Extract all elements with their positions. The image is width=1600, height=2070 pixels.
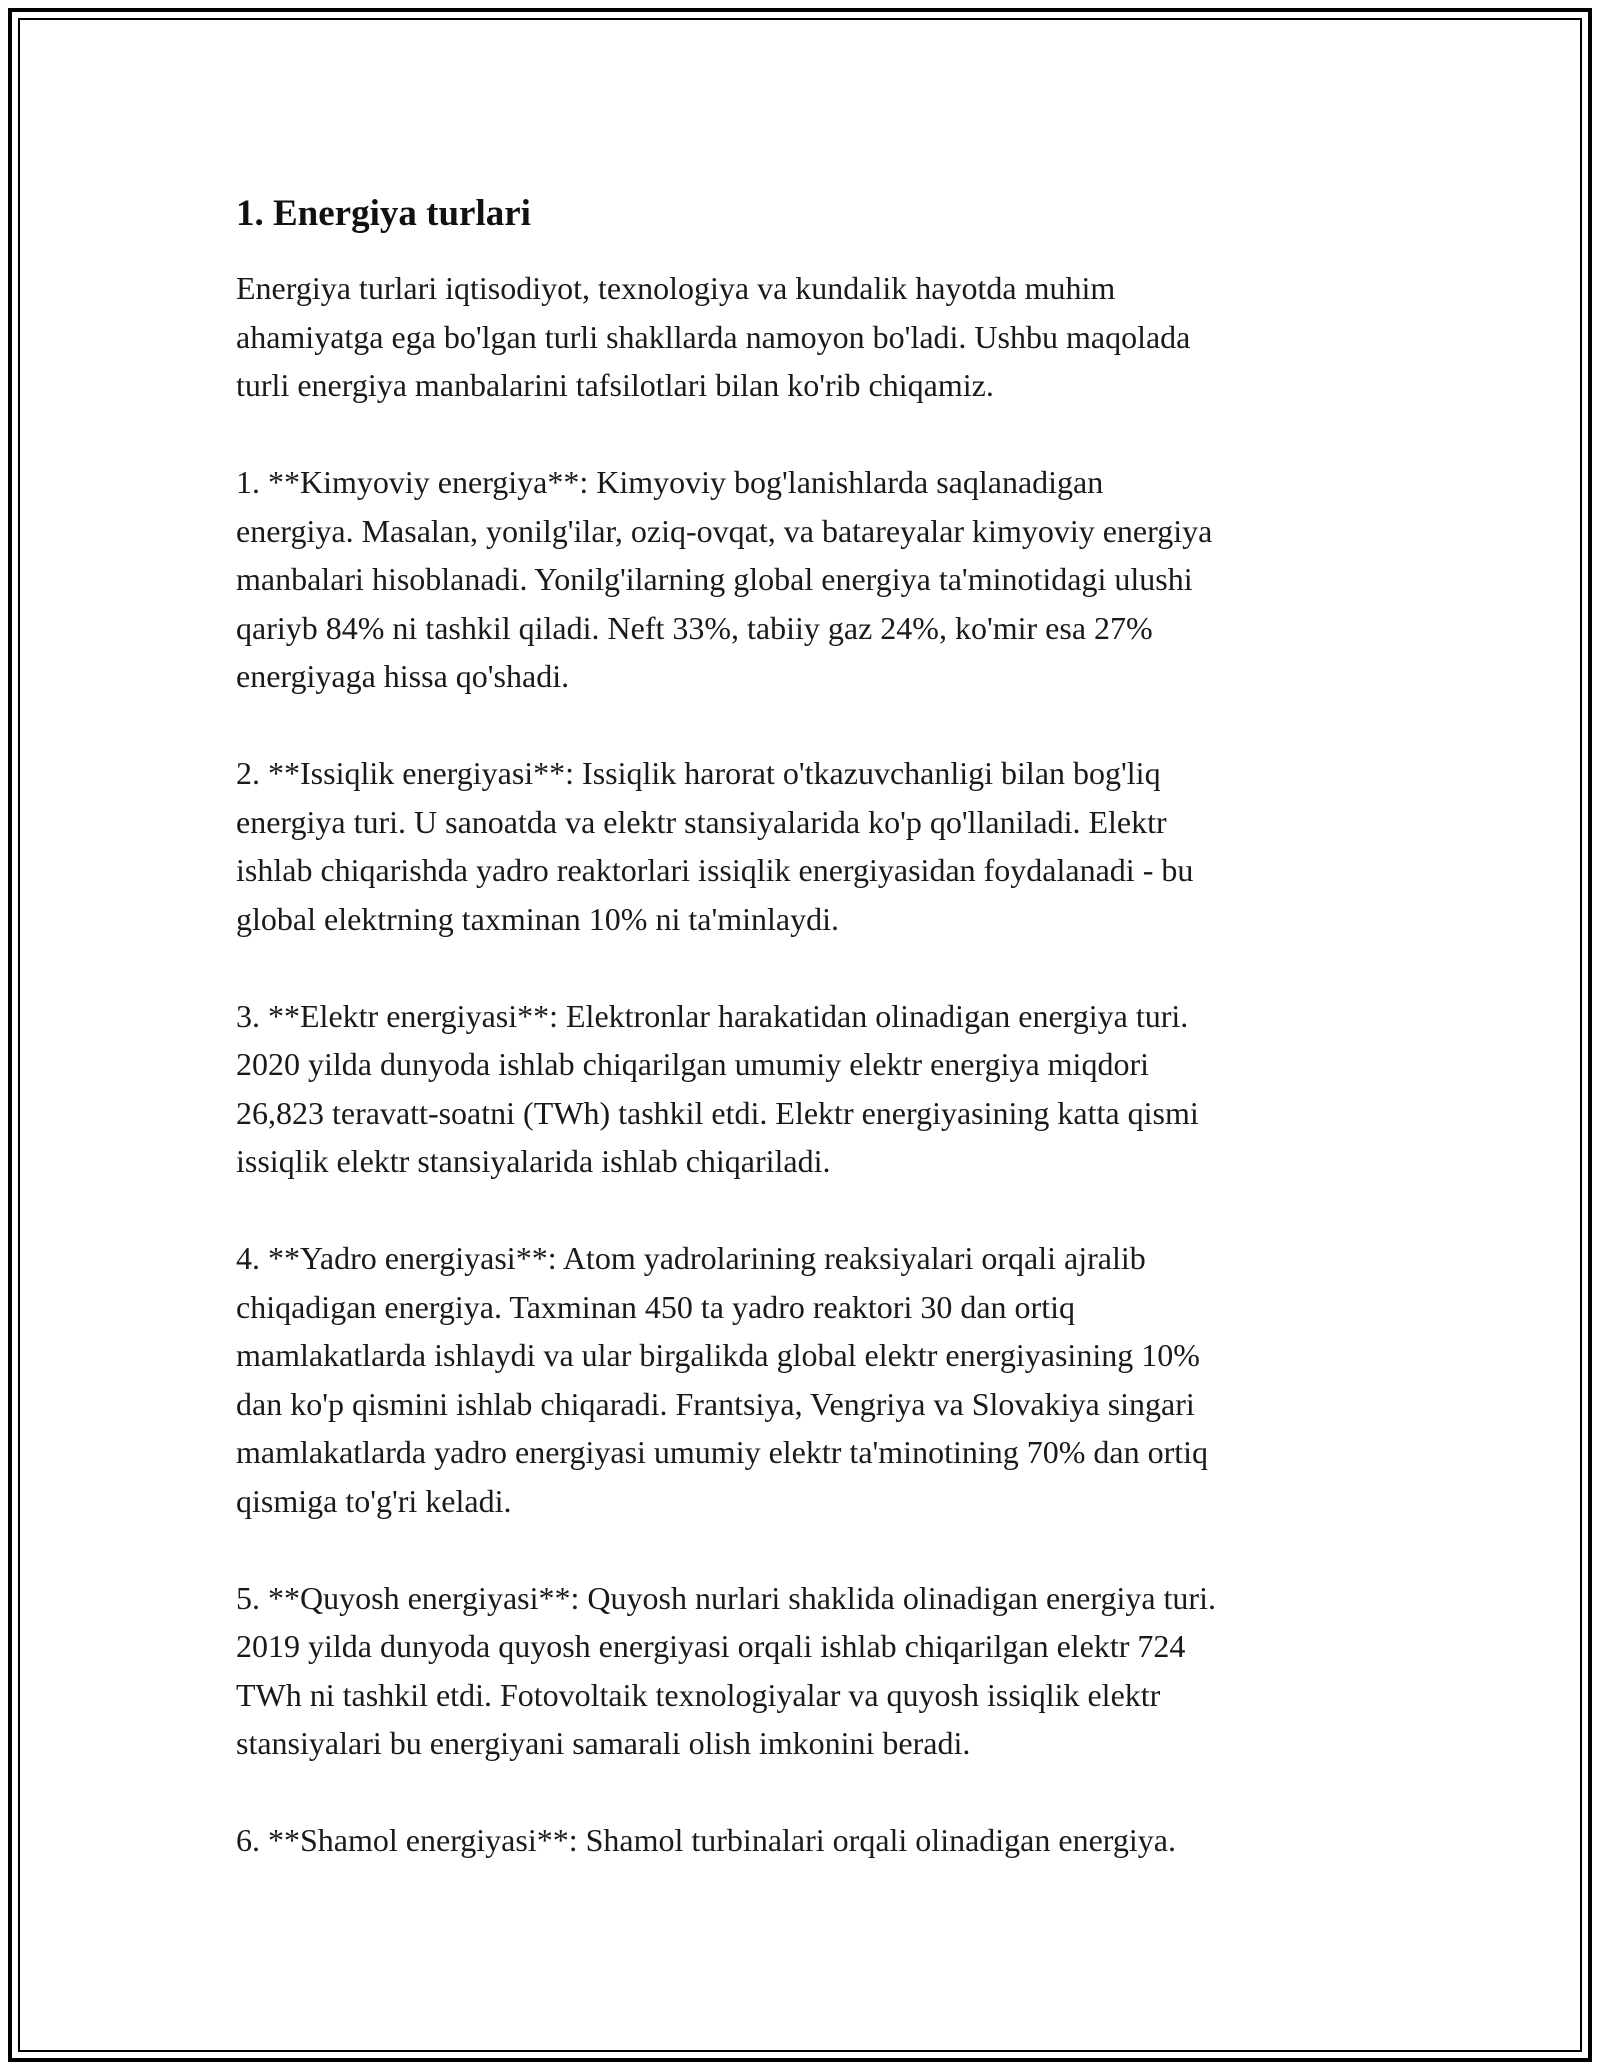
list-item-solar-energy: 5. **Quyosh energiyasi**: Quyosh nurlari shaklida olinadigan energiya turi. 2019 yilda dunyoda quyosh energiyasi orqali ishlab chiqarilgan elektr 724 TWh ni tashkil etdi. Fotovoltaik texnologiyalar va quyosh issiqlik elektr stansiyalari bu energiyani samarali olish imkonini beradi.: [236, 1579, 1216, 1761]
list-item-electric-energy: 3. **Elektr energiyasi**: Elektronlar harakatidan olinadigan energiya turi. 2020 yilda dunyoda ishlab chiqarilgan umumiy elektr energiya miqdori 26,823 teravatt-soatni (TWh) tashkil etdi. Elektr energiyasining katta qismi issiqlik elektr stansiyalarida ishlab chiqariladi.: [236, 997, 1199, 1179]
document-body: [236, 190, 1376, 1865]
section-heading: 1. Energiya turlari: [236, 193, 531, 234]
list-item-chemical-energy: 1. **Kimyoviy energiya**: Kimyoviy bog'lanishlarda saqlanadigan energiya. Masalan, yonilg'ilar, oziq-ovqat, va batareyalar kimyoviy energiya manbalari hisoblanadi. Yonilg'ilarning global energiya ta'minotidagi ulushi qariyb 84% ni tashkil qiladi. Neft 33%, tabiiy gaz 24%, ko'mir esa 27% energiyaga hissa qo'shadi.: [236, 464, 1213, 694]
intro-paragraph: Energiya turlari iqtisodiyot, texnologiya va kundalik hayotda muhim ahamiyatga ega bo'lgan turli shakllarda namoyon bo'ladi. Ushbu maqolada turli energiya manbalarini tafsilotlari bilan ko'rib chiqamiz.: [236, 270, 1191, 403]
list-item-thermal-energy: 2. **Issiqlik energiyasi**: Issiqlik harorat o'tkazuvchanligi bilan bog'liq energiya turi. U sanoatda va elektr stansiyalarida ko'p qo'llaniladi. Elektr ishlab chiqarishda yadro reaktorlari issiqlik energiyasidan foydalanadi - bu global elektrning taxminan 10% ni ta'minlaydi.: [236, 755, 1194, 937]
list-item-wind-energy: 6. **Shamol energiyasi**: Shamol turbinalari orqali olinadigan energiya.: [236, 1822, 1176, 1858]
list-item-nuclear-energy: 4. **Yadro energiyasi**: Atom yadrolarining reaksiyalari orqali ajralib chiqadigan energiya. Taxminan 450 ta yadro reaktori 30 dan ortiq mamlakatlarda ishlaydi va ular birgalikda global elektr energiyasining 10% dan ko'p qismini ishlab chiqaradi. Frantsiya, Vengriya va Slovakiya singari mamlakatlarda yadro energiyasi umumiy elektr ta'minotining 70% dan ortiq qismiga to'g'ri keladi.: [236, 1240, 1209, 1519]
